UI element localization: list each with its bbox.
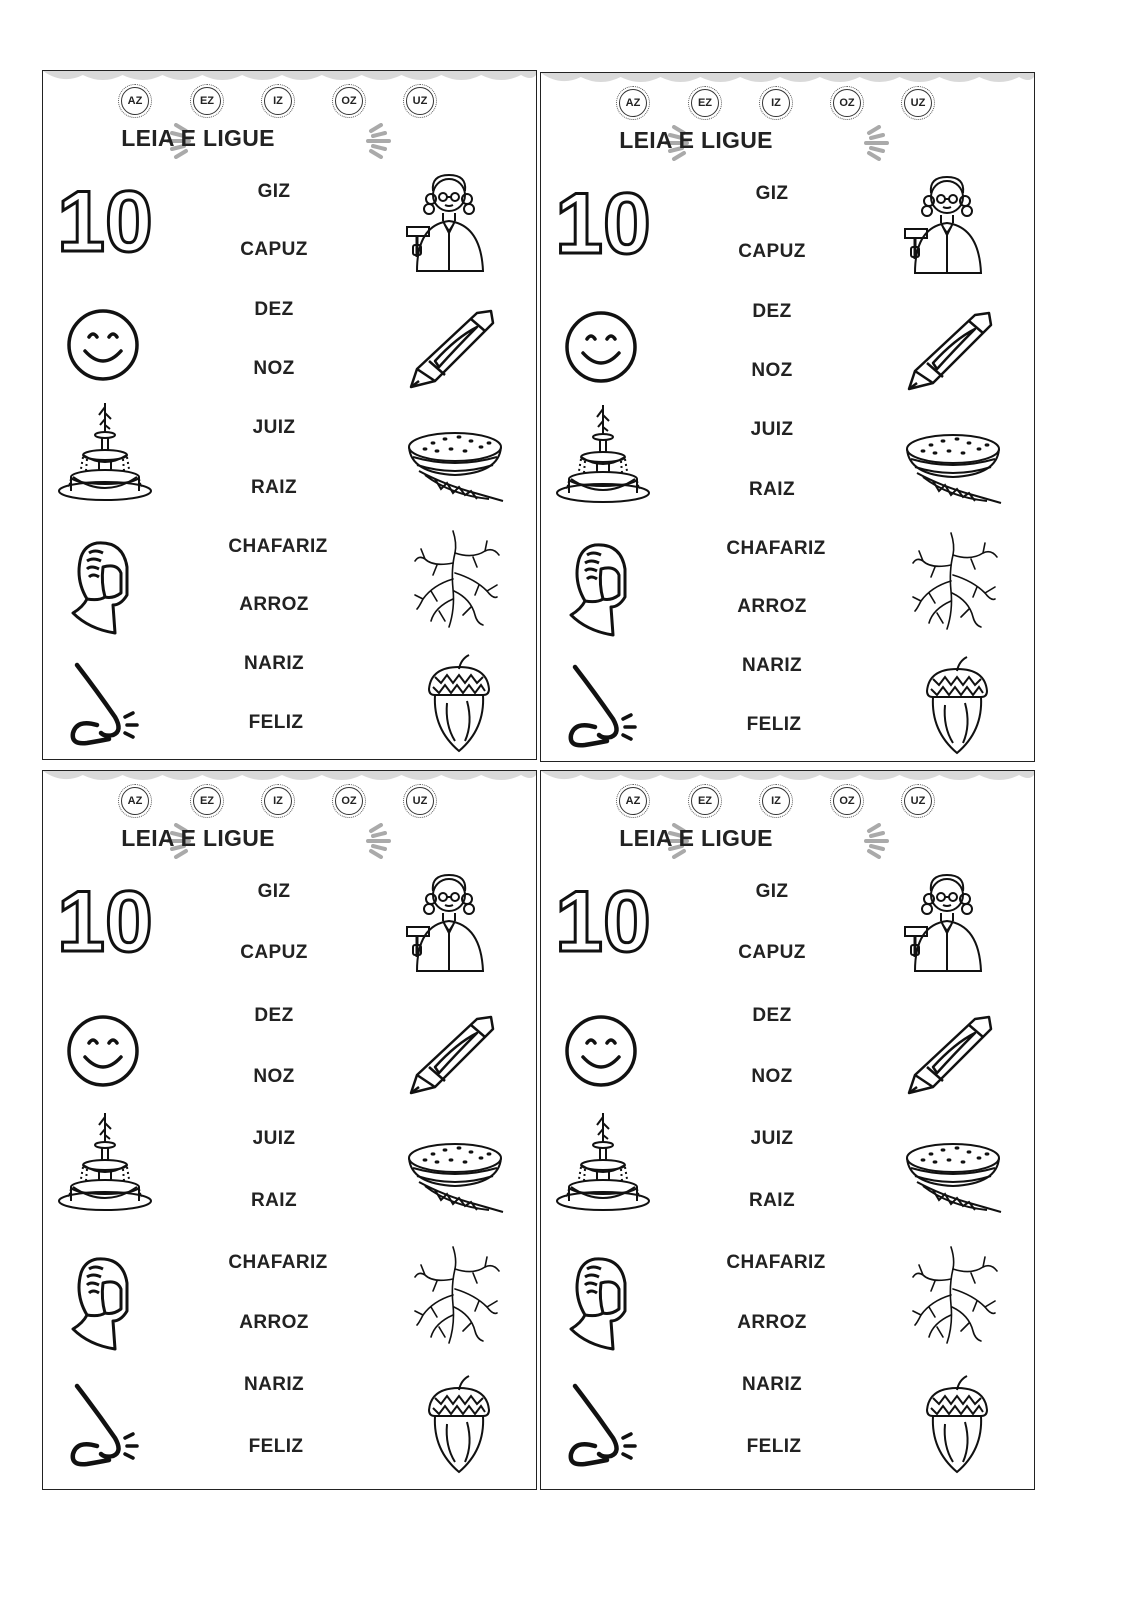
badge-az: AZ (619, 787, 647, 815)
word-nariz: NARIZ (741, 655, 803, 676)
worksheet-card-2 (540, 72, 1035, 762)
roots-icon (911, 531, 999, 631)
badge-oz: OZ (833, 787, 861, 815)
worksheet-card-1 (42, 70, 537, 760)
acorn-icon (423, 653, 495, 753)
word-chafariz: CHAFARIZ (726, 1251, 826, 1273)
fountain-icon (55, 1109, 155, 1217)
badge-uz: UZ (904, 89, 932, 117)
syllable-badges (541, 787, 1034, 817)
roots-icon (911, 1245, 999, 1345)
crayon-icon (407, 307, 497, 391)
word-capuz: CAPUZ (738, 941, 806, 963)
badge-iz: IZ (762, 89, 790, 117)
badge-uz: UZ (406, 787, 434, 815)
title-right-rays-icon (365, 123, 395, 159)
judge-icon (903, 171, 987, 275)
worksheet-title-area (541, 125, 1034, 161)
word-nariz: NARIZ (243, 653, 305, 674)
word-capuz: CAPUZ (240, 239, 308, 260)
word-dez: DEZ (752, 301, 792, 322)
rice-bowl-icon (903, 1134, 1005, 1216)
number-ten-icon (557, 181, 649, 263)
word-juiz: JUIZ (750, 419, 794, 440)
badge-az: AZ (121, 87, 149, 115)
word-giz: GIZ (755, 183, 789, 204)
rice-bowl-icon (903, 425, 1005, 507)
word-chafariz: CHAFARIZ (228, 536, 328, 557)
word-chafariz: CHAFARIZ (228, 1251, 328, 1273)
hood-icon (69, 539, 131, 635)
word-nariz: NARIZ (741, 1373, 803, 1395)
word-feliz: FELIZ (746, 714, 802, 735)
scalloped-border (43, 771, 536, 785)
ten-label: 10 (59, 879, 151, 962)
word-dez: DEZ (752, 1004, 792, 1026)
word-nariz: NARIZ (243, 1373, 305, 1395)
word-dez: DEZ (254, 1004, 294, 1026)
word-giz: GIZ (755, 881, 789, 903)
word-arroz: ARROZ (737, 1312, 807, 1334)
word-dez: DEZ (254, 299, 294, 320)
ten-label: 10 (557, 181, 649, 263)
badge-ez: EZ (193, 87, 221, 115)
title-right-rays-icon (863, 125, 893, 161)
syllable-badges (43, 787, 536, 817)
badge-iz: IZ (762, 787, 790, 815)
worksheet-title-area (43, 123, 536, 159)
word-raiz: RAIZ (749, 479, 795, 500)
word-arroz: ARROZ (239, 1312, 309, 1334)
rice-bowl-icon (405, 423, 507, 505)
worksheet-title: LEIA E LIGUE (121, 825, 275, 851)
judge-icon (405, 169, 489, 273)
scalloped-border (541, 771, 1034, 785)
badge-ez: EZ (691, 787, 719, 815)
hood-icon (567, 1255, 629, 1351)
syllable-badges (541, 89, 1034, 119)
hood-icon (567, 541, 629, 637)
nose-icon (67, 661, 147, 749)
word-feliz: FELIZ (248, 712, 304, 733)
word-arroz: ARROZ (737, 596, 807, 617)
word-feliz: FELIZ (746, 1435, 802, 1457)
ten-label: 10 (557, 879, 649, 962)
badge-uz: UZ (904, 787, 932, 815)
fountain-icon (553, 1109, 653, 1217)
badge-az: AZ (121, 787, 149, 815)
word-capuz: CAPUZ (240, 941, 308, 963)
badge-uz: UZ (406, 87, 434, 115)
word-noz: NOZ (751, 1066, 793, 1088)
word-capuz: CAPUZ (738, 241, 806, 262)
badge-ez: EZ (691, 89, 719, 117)
worksheet-card-4 (540, 770, 1035, 1490)
acorn-icon (423, 1374, 495, 1474)
acorn-icon (921, 1374, 993, 1474)
acorn-icon (921, 655, 993, 755)
badge-oz: OZ (335, 87, 363, 115)
badge-oz: OZ (833, 89, 861, 117)
rice-bowl-icon (405, 1134, 507, 1216)
crayon-icon (407, 1013, 497, 1097)
word-arroz: ARROZ (239, 594, 309, 615)
crayon-icon (905, 1013, 995, 1097)
scalloped-border (541, 73, 1034, 87)
nose-icon (67, 1382, 147, 1470)
badge-ez: EZ (193, 787, 221, 815)
word-juiz: JUIZ (252, 417, 296, 438)
judge-icon (903, 869, 987, 973)
word-noz: NOZ (253, 1066, 295, 1088)
word-raiz: RAIZ (749, 1190, 795, 1212)
hood-icon (69, 1255, 131, 1351)
nose-icon (565, 1382, 645, 1470)
word-chafariz: CHAFARIZ (726, 538, 826, 559)
badge-iz: IZ (264, 87, 292, 115)
smiley-face-icon (65, 307, 141, 383)
roots-icon (413, 529, 501, 629)
word-raiz: RAIZ (251, 477, 297, 498)
smiley-face-icon (563, 309, 639, 385)
roots-icon (413, 1245, 501, 1345)
title-right-rays-icon (365, 823, 395, 859)
worksheet-title: LEIA E LIGUE (619, 825, 773, 851)
worksheet-card-3 (42, 770, 537, 1490)
badge-az: AZ (619, 89, 647, 117)
ten-label: 10 (59, 179, 151, 261)
smiley-face-icon (563, 1013, 639, 1089)
word-raiz: RAIZ (251, 1190, 297, 1212)
crayon-icon (905, 309, 995, 393)
worksheet-title-area (541, 823, 1034, 859)
worksheet-title: LEIA E LIGUE (619, 127, 773, 153)
syllable-badges (43, 87, 536, 117)
smiley-face-icon (65, 1013, 141, 1089)
word-giz: GIZ (257, 181, 291, 202)
worksheet-title: LEIA E LIGUE (121, 125, 275, 151)
fountain-icon (55, 399, 155, 507)
nose-icon (565, 663, 645, 751)
number-ten-icon (59, 879, 151, 961)
title-right-rays-icon (863, 823, 893, 859)
word-giz: GIZ (257, 881, 291, 903)
badge-iz: IZ (264, 787, 292, 815)
word-feliz: FELIZ (248, 1435, 304, 1457)
badge-oz: OZ (335, 787, 363, 815)
fountain-icon (553, 401, 653, 509)
word-juiz: JUIZ (252, 1127, 296, 1149)
number-ten-icon (557, 879, 649, 961)
number-ten-icon (59, 179, 151, 261)
word-noz: NOZ (751, 360, 793, 381)
word-juiz: JUIZ (750, 1127, 794, 1149)
scalloped-border (43, 71, 536, 85)
judge-icon (405, 869, 489, 973)
worksheet-title-area (43, 823, 536, 859)
word-noz: NOZ (253, 358, 295, 379)
